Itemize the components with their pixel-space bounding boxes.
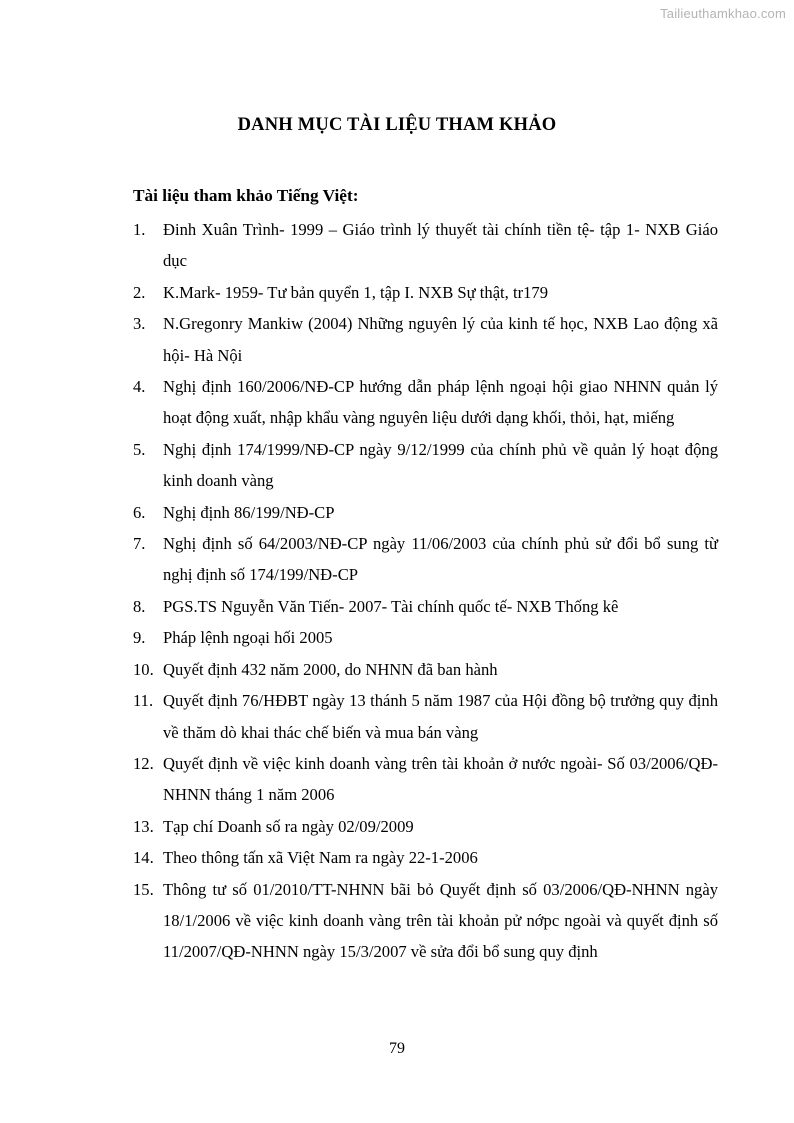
reference-item (133, 842, 718, 873)
reference-text: Nghị định 160/2006/NĐ-CP hướng dẫn pháp lệnh ngoại hội giao NHNN quản lý hoạt động xuất, nhập khẩu vàng nguyên liệu dưới dạng khối, thỏi, hạt, miếng (163, 377, 718, 428)
reference-number: 11. (133, 691, 154, 711)
reference-number: 1. (133, 220, 146, 239)
reference-item (133, 528, 718, 591)
reference-number: 10. (133, 659, 154, 679)
reference-item (133, 277, 718, 308)
reference-text: N.Gregonry Mankiw (2004) Những nguyên lý của kinh tế học, NXB Lao động xã hội- Hà Nội (163, 314, 718, 365)
reference-number: 13. (133, 816, 154, 836)
reference-number: 7. (133, 534, 146, 554)
reference-number: 8. (133, 596, 146, 616)
reference-item (133, 214, 718, 277)
page-title: DANH MỤC TÀI LIỆU THAM KHẢO (237, 115, 557, 135)
reference-item (133, 748, 718, 811)
reference-item (133, 434, 718, 497)
page-number: 79 (389, 1040, 405, 1057)
reference-text: PGS.TS Nguyễn Văn Tiến- 2007- Tài chính quốc tế- NXB Thống kê (163, 596, 619, 616)
reference-number: 12. (133, 753, 154, 773)
reference-number: 6. (133, 502, 146, 522)
reference-text: Quyết định về việc kinh doanh vàng trên tài khoản ở nước ngoài- Số 03/2006/QĐ-NHNN tháng 1 năm 2006 (163, 753, 718, 805)
reference-text: Nghị định 174/1999/NĐ-CP ngày 9/12/1999 của chính phủ về quản lý hoạt động kinh doanh vàng (163, 439, 718, 491)
reference-number: 9. (133, 628, 146, 648)
reference-text: K.Mark- 1959- Tư bản quyển 1, tập I. NXB Sự thật, tr179 (163, 282, 548, 302)
reference-text: Nghị định số 64/2003/NĐ-CP ngày 11/06/2003 của chính phủ sử đổi bổ sung từ nghị định số 174/199/NĐ-CP (163, 534, 718, 585)
watermark: Tailieuthamkhao.com (660, 6, 786, 21)
section-heading: Tài liệu tham khảo Tiếng Việt: (133, 186, 359, 205)
reference-text: Quyết định 432 năm 2000, do NHNN đã ban hành (163, 659, 498, 679)
reference-item (133, 654, 718, 685)
reference-item (133, 874, 718, 968)
reference-number: 14. (133, 848, 154, 868)
reference-number: 2. (133, 282, 146, 302)
reference-item (133, 497, 718, 528)
reference-text: Theo thông tấn xã Việt Nam ra ngày 22-1-2006 (163, 848, 478, 868)
reference-text: Quyết định 76/HĐBT ngày 13 thánh 5 năm 1987 của Hội đồng bộ trưởng quy định về thăm dò khai thác chế biến và mua bán vàng (163, 691, 718, 742)
reference-item (133, 811, 718, 842)
reference-item (133, 308, 718, 371)
reference-number: 3. (133, 314, 146, 334)
reference-text: Nghị định 86/199/NĐ-CP (163, 502, 335, 522)
reference-text: Thông tư số 01/2010/TT-NHNN bãi bỏ Quyết định số 03/2006/QĐ-NHNN ngày 18/1/2006 về việc kinh doanh vàng trên tài khoản pử nớpc ngoài và quyết định số 11/2007/QĐ-NHNN ngày 15/3/2007 về sửa đổi bổ sung quy định (163, 879, 718, 962)
reference-text: Tạp chí Doanh số ra ngày 02/09/2009 (163, 816, 414, 836)
reference-item (133, 622, 718, 653)
reference-number: 15. (133, 879, 154, 899)
reference-text: Pháp lệnh ngoại hối 2005 (163, 628, 333, 648)
reference-number: 5. (133, 439, 146, 459)
reference-item (133, 591, 718, 622)
reference-number: 4. (133, 377, 146, 397)
reference-item (133, 685, 718, 748)
reference-list (133, 214, 718, 968)
reference-item (133, 371, 718, 434)
reference-text: Đinh Xuân Trình- 1999 – Giáo trình lý thuyết tài chính tiền tệ- tập 1- NXB Giáo dục (163, 220, 718, 271)
